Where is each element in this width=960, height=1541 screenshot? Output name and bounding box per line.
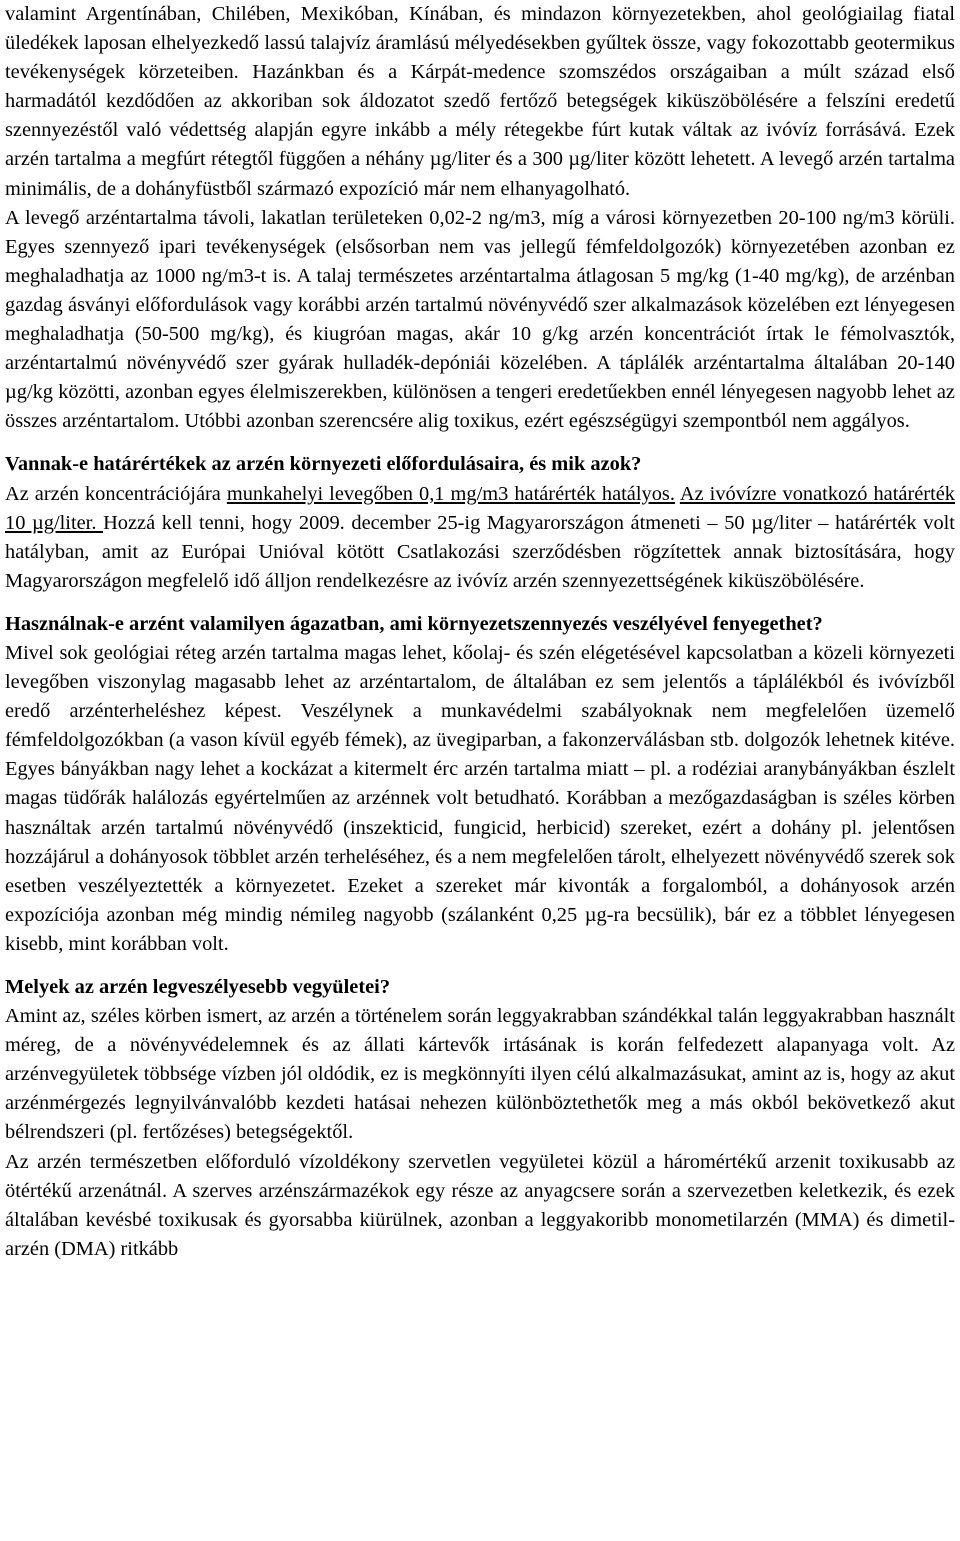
paragraph-industry: Mivel sok geológiai réteg arzén tartalma magas lehet, kőolaj- és szén elégetésével kapcsolatban a közeli környezeti levegőben viszonylag magasabb lehet az arzéntartalom, de általában ez sem jelentős a táplálékból és ivóvízből eredő arzénterheléshez képest. Veszélynek a munkavédelmi szabályoknak nem megfelelően üzemelő fémfeldolgozókban (a vason kívül egyéb fémek), az üvegiparban, a fakonzerválásban stb. dolgozók lehetnek kitéve. Egyes bányákban nagy lehet a kockázat a kitermelt érc arzén tartalma miatt – pl. a rodéziai aranybányákban észlelt magas tüdőrák halálozás egyértelműen az arzénnek volt betudható. Korábban a mezőgazdaságban is széles körben használtak arzén tartalmú növényvédő (inszekticid, fungicid, herbicid) szereket, ezért a dohány pl. jelentősen hozzájárul a dohányosok többlet arzén terheléséhez, és a nem megfelelően tárolt, elhelyezett növényvédő szerek sok esetben veszélyeztették a környezetet. Ezeket a szereket már kivonták a forgalomból, a dohányosok arzén expozíciója azonban még mindig némileg nagyobb (szálanként 0,25 µg-ra becsülik), bár ez a többlet lényegesen kisebb, mint korábban volt.: [5, 641, 955, 955]
paragraph-intro: valamint Argentínában, Chilében, Mexikóban, Kínában, és mindazon környezetekben, ahol geológiailag fiatal üledékek laposan elhelyezkedő lassú talajvíz áramlású mélyedésekben gyűltek össze, vagy fokozottabb geotermikus tevékenységek körzeteiben. Hazánkban és a Kárpát-medence szomszédos országaiban a múlt század első harmadától kezdődően az akkoriban sok áldozatot szedő fertőző betegségek kiküszöbölésére a felszíni eredetű szennyezéstől való védettség alapján egyre inkább a mély rétegekbe fúrt kutak váltak az ivóvíz forrásává. Ezek arzén tartalma a megfúrt rétegtől függően a néhány µg/liter és a 300 µg/liter között lehetett. A levegő arzén tartalma minimális, de a dohányfüstből származó expozíció már nem elhanyagolható.: [5, 3, 955, 200]
limits-workplace-underlined: munkahelyi levegőben 0,1 mg/m3 határérték hatályos.: [226, 482, 675, 505]
heading-industry: Használnak-e arzént valamilyen ágazatban, ami környezetszennyezés veszélyével fenyegethet?: [5, 612, 823, 635]
document-page: [5, 0, 955, 1264]
paragraph-compounds-1: Amint az, széles körben ismert, az arzén a történelem során leggyakrabban szándékkal talán leggyakrabban használt méreg, de a növényvédelemnek és az állati kártevők irtásának is korán felfedezett alapanyaga volt. Az arzénvegyületek többsége vízben jól oldódik, ez is megkönnyíti ilyen célú alkalmazásukat, amint az is, hogy az akut arzénmérgezés legnyilvánvalóbb kezdeti hatásai nehezen különböztethetők meg a más okból bekövetkező akut bélrendszeri (pl. fertőzéses) betegségektől.: [5, 1005, 955, 1144]
spacer: [5, 596, 955, 610]
paragraph-limits: [5, 480, 955, 596]
spacer: [5, 959, 955, 973]
limits-text-a: Az arzén koncentrációjára: [5, 482, 227, 505]
paragraph-compounds-2: Az arzén természetben előforduló vízoldékony szervetlen vegyületei közül a háromértékű arzenit toxikusabb az ötértékű arzenátnál. A szerves arzénszármazékok egy része az anyagcsere során a szervezetben keletkezik, és ezek általában kevésbé toxikusak és gyorsabba kiürülnek, azonban a leggyakoribb monometilarzén (MMA) és dimetil-arzén (DMA) ritkább: [5, 1150, 955, 1260]
heading-limits: Vannak-e határértékek az arzén környezeti előfordulásaira, és mik azok?: [5, 453, 642, 476]
limits-drinking-water-underlined: Az ivóvízre vonatkozó határérték 10 µg/liter.: [5, 482, 955, 534]
paragraph-air-soil: A levegő arzéntartalma távoli, lakatlan területeken 0,02-2 ng/m3, míg a városi környezetben 20-100 ng/m3 körüli. Egyes szennyező ipari tevékenységek (elsősorban nem vas jellegű fémfeldolgozók) környezetében azonban ez meghaladhatja az 1000 ng/m3-t is. A talaj természetes arzéntartalma átlagosan 5 mg/kg (1-40 mg/kg), de arzénban gazdag ásványi előfordulások vagy korábbi arzén tartalmú növényvédő szer alkalmazások közelében ezt lényegesen meghaladhatja (50-500 mg/kg), és kiugróan magas, akár 10 g/kg arzén koncentrációt írtak le fémolvasztók, arzéntartalmú növényvédő szer gyárak hulladék-depóniái közelében. A táplálék arzéntartalma általában 20-140 µg/kg közötti, azonban egyes élelmiszerekben, különösen a tengeri eredetűekben ennél lényegesen nagyobb lehet az összes arzéntartalom. Utóbbi azonban szerencsére alig toxikus, ezért egészségügyi szempontból nem aggályos.: [5, 206, 955, 433]
spacer: [5, 436, 955, 450]
heading-compounds: Melyek az arzén legveszélyesebb vegyületei?: [5, 976, 391, 998]
limits-text-c: Hozzá kell tenni, hogy 2009. december 25-ig Magyarországon átmeneti – 50 µg/liter – határérték volt hatályban, amit az Európai Unióval kötött Csatlakozási szerződésben rögzítettek annak biztosítására, hogy Magyarországon megfelelő idő álljon rendelkezésre az ivóvíz arzén szennyezettségének kiküszöbölésére.: [5, 511, 955, 592]
